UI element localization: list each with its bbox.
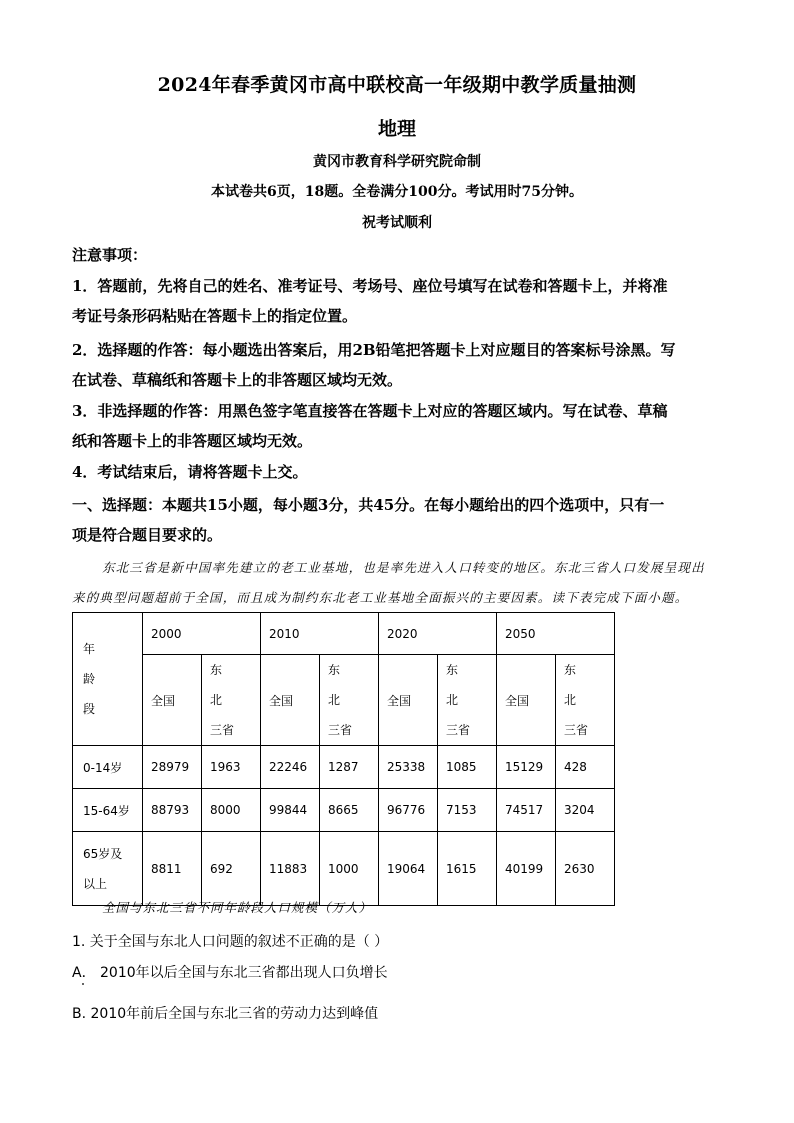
- notice-line: 1．答题前，先将自己的姓名、准考证号、考场号、座位号填写在试卷和答题卡上，并将准: [72, 277, 668, 295]
- northeast-header: 东北 三省: [320, 655, 379, 746]
- good-luck-line: 祝考试顺利: [362, 215, 432, 231]
- national-header: 全国: [143, 655, 202, 746]
- northeast-header: 东北 三省: [556, 655, 615, 746]
- notice-line: 3．非选择题的作答：用黑色签字笔直接答在答题卡上对应的答题区域内。写在试卷、草稿: [72, 402, 668, 420]
- table-cell: 8665: [320, 789, 379, 832]
- stray-dot: [82, 983, 84, 985]
- intro-text: 来的典型问题超前于全国，而且成为制约东北老工业基地全面振兴的主要因素。读下表完成下面小题。: [72, 590, 689, 605]
- northeast-header: 东北 三省: [438, 655, 497, 746]
- table-cell: 15129: [497, 746, 556, 789]
- table-cell: 1000: [320, 832, 379, 906]
- option-b: B. 2010年前后全国与东北三省的劳动力达到峰值: [72, 1006, 379, 1022]
- table-row: [73, 746, 615, 789]
- table-cell: 88793: [143, 789, 202, 832]
- table-cell: 11883: [261, 832, 320, 906]
- header-char: 段: [83, 702, 96, 716]
- notice-line: 在试卷、草稿纸和答题卡上的非答题区域均无效。: [72, 371, 403, 389]
- table-cell: 40199: [497, 832, 556, 906]
- author-line: 黄冈市教育科学研究院命制: [313, 154, 481, 170]
- table-cell: 692: [202, 832, 261, 906]
- table-cell: 1963: [202, 746, 261, 789]
- table-cell: 1615: [438, 832, 497, 906]
- row-label: 0-14岁: [73, 746, 143, 789]
- exam-info: 本试卷共6页，18题。全卷满分100分。考试用时75分钟。: [211, 184, 583, 200]
- notice-line: 考证号条形码粘贴在答题卡上的指定位置。: [72, 307, 358, 325]
- table-cell: 428: [556, 746, 615, 789]
- table-cell: 3204: [556, 789, 615, 832]
- table-cell: 2630: [556, 832, 615, 906]
- question-stem: 1. 关于全国与东北人口问题的叙述不正确的是（ ）: [72, 934, 389, 950]
- notice-line: 纸和答题卡上的非答题区域均无效。: [72, 432, 313, 450]
- option-a: A． 2010年以后全国与东北三省都出现人口负增长: [72, 965, 388, 981]
- year-header: 2010: [261, 613, 379, 655]
- exam-title: 2024年春季黄冈市高中联校高一年级期中教学质量抽测: [157, 74, 637, 96]
- section-heading: 项是符合题目要求的。: [72, 526, 223, 544]
- year-header: 2050: [497, 613, 615, 655]
- table-cell: 28979: [143, 746, 202, 789]
- row-label: 65岁及 以上: [73, 832, 143, 906]
- table-cell: 1287: [320, 746, 379, 789]
- national-header: 全国: [379, 655, 438, 746]
- table-cell: 8811: [143, 832, 202, 906]
- table-caption: 全国与东北三省不同年龄段人口规模（万人）: [102, 900, 373, 915]
- header-char: 年: [83, 642, 96, 656]
- header-char: 龄: [83, 672, 96, 686]
- section-heading: 一、选择题：本题共15小题，每小题3分，共45分。在每小题给出的四个选项中，只有一: [72, 496, 665, 514]
- table-cell: 8000: [202, 789, 261, 832]
- table-cell: 25338: [379, 746, 438, 789]
- table-row: [73, 832, 615, 906]
- row-label: 15-64岁: [73, 789, 143, 832]
- notice-line: 2．选择题的作答：每小题选出答案后，用2B铅笔把答题卡上对应题目的答案标号涂黑。写: [72, 341, 676, 359]
- table-cell: 74517: [497, 789, 556, 832]
- national-header: 全国: [261, 655, 320, 746]
- table-cell: 96776: [379, 789, 438, 832]
- notice-heading: 注意事项：: [72, 246, 148, 264]
- year-header: 2020: [379, 613, 497, 655]
- table-cell: 22246: [261, 746, 320, 789]
- subject-title: 地理: [377, 118, 416, 140]
- table-cell: 7153: [438, 789, 497, 832]
- population-table: [72, 612, 615, 906]
- table-row: [73, 789, 615, 832]
- table-cell: 1085: [438, 746, 497, 789]
- table-cell: 19064: [379, 832, 438, 906]
- year-header: 2000: [143, 613, 261, 655]
- age-group-header: [73, 613, 143, 746]
- notice-line: 4．考试结束后，请将答题卡上交。: [72, 463, 308, 481]
- national-header: 全国: [497, 655, 556, 746]
- table-cell: 99844: [261, 789, 320, 832]
- northeast-header: 东北 三省: [202, 655, 261, 746]
- intro-text: 东北三省是新中国率先建立的老工业基地，也是率先进入人口转变的地区。东北三省人口发展呈现出: [102, 560, 705, 575]
